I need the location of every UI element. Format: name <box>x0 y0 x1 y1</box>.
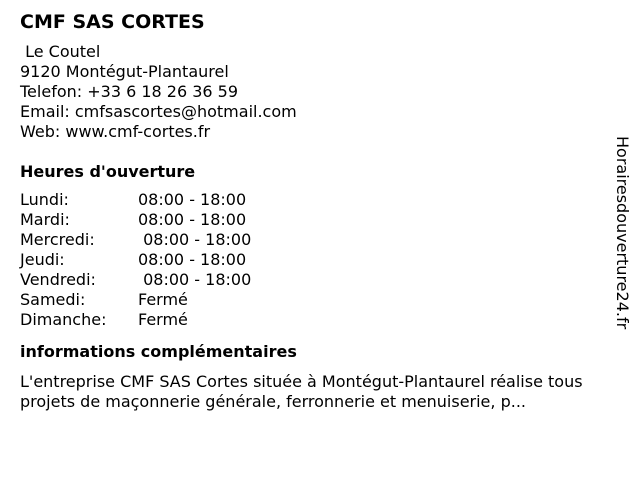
hours-day: Mercredi: <box>20 230 95 249</box>
hours-table <box>20 190 251 330</box>
side-watermark: Horairesdouverture24.fr <box>613 136 632 330</box>
hours-row <box>20 290 251 310</box>
hours-row <box>20 190 251 210</box>
phone-line[interactable]: Telefon: +33 6 18 26 36 59 <box>20 82 239 101</box>
hours-time: 08:00 - 18:00 <box>138 210 247 229</box>
hours-time: Fermé <box>138 290 188 309</box>
hours-time: 08:00 - 18:00 <box>138 190 247 209</box>
hours-time: 08:00 - 18:00 <box>138 270 252 289</box>
hours-row <box>20 250 251 270</box>
hours-row <box>20 210 251 230</box>
hours-day: Lundi: <box>20 190 69 209</box>
hours-row <box>20 310 251 330</box>
business-card <box>20 10 610 412</box>
description-text: L'entreprise CMF SAS Cortes située à Montégut-Plantaurel réalise tous projets de maçonnerie générale, ferronnerie et menuiserie, p... <box>20 372 583 411</box>
hours-time: Fermé <box>138 310 188 329</box>
hours-day: Mardi: <box>20 210 70 229</box>
hours-heading: Heures d'ouverture <box>20 162 196 181</box>
hours-row <box>20 270 251 290</box>
hours-day: Samedi: <box>20 290 86 309</box>
info-heading: informations complémentaires <box>20 342 297 361</box>
city-line: 9120 Montégut-Plantaurel <box>20 62 229 81</box>
address-block <box>20 42 610 142</box>
hours-time: 08:00 - 18:00 <box>138 250 247 269</box>
hours-day: Vendredi: <box>20 270 96 289</box>
email-line[interactable]: Email: cmfsascortes@hotmail.com <box>20 102 297 121</box>
hours-day: Jeudi: <box>20 250 65 269</box>
hours-day: Dimanche: <box>20 310 107 329</box>
hours-row <box>20 230 251 250</box>
hours-time: 08:00 - 18:00 <box>138 230 252 249</box>
company-name: CMF SAS CORTES <box>20 11 205 33</box>
street-address: Le Coutel <box>20 42 101 61</box>
web-line[interactable]: Web: www.cmf-cortes.fr <box>20 122 211 141</box>
